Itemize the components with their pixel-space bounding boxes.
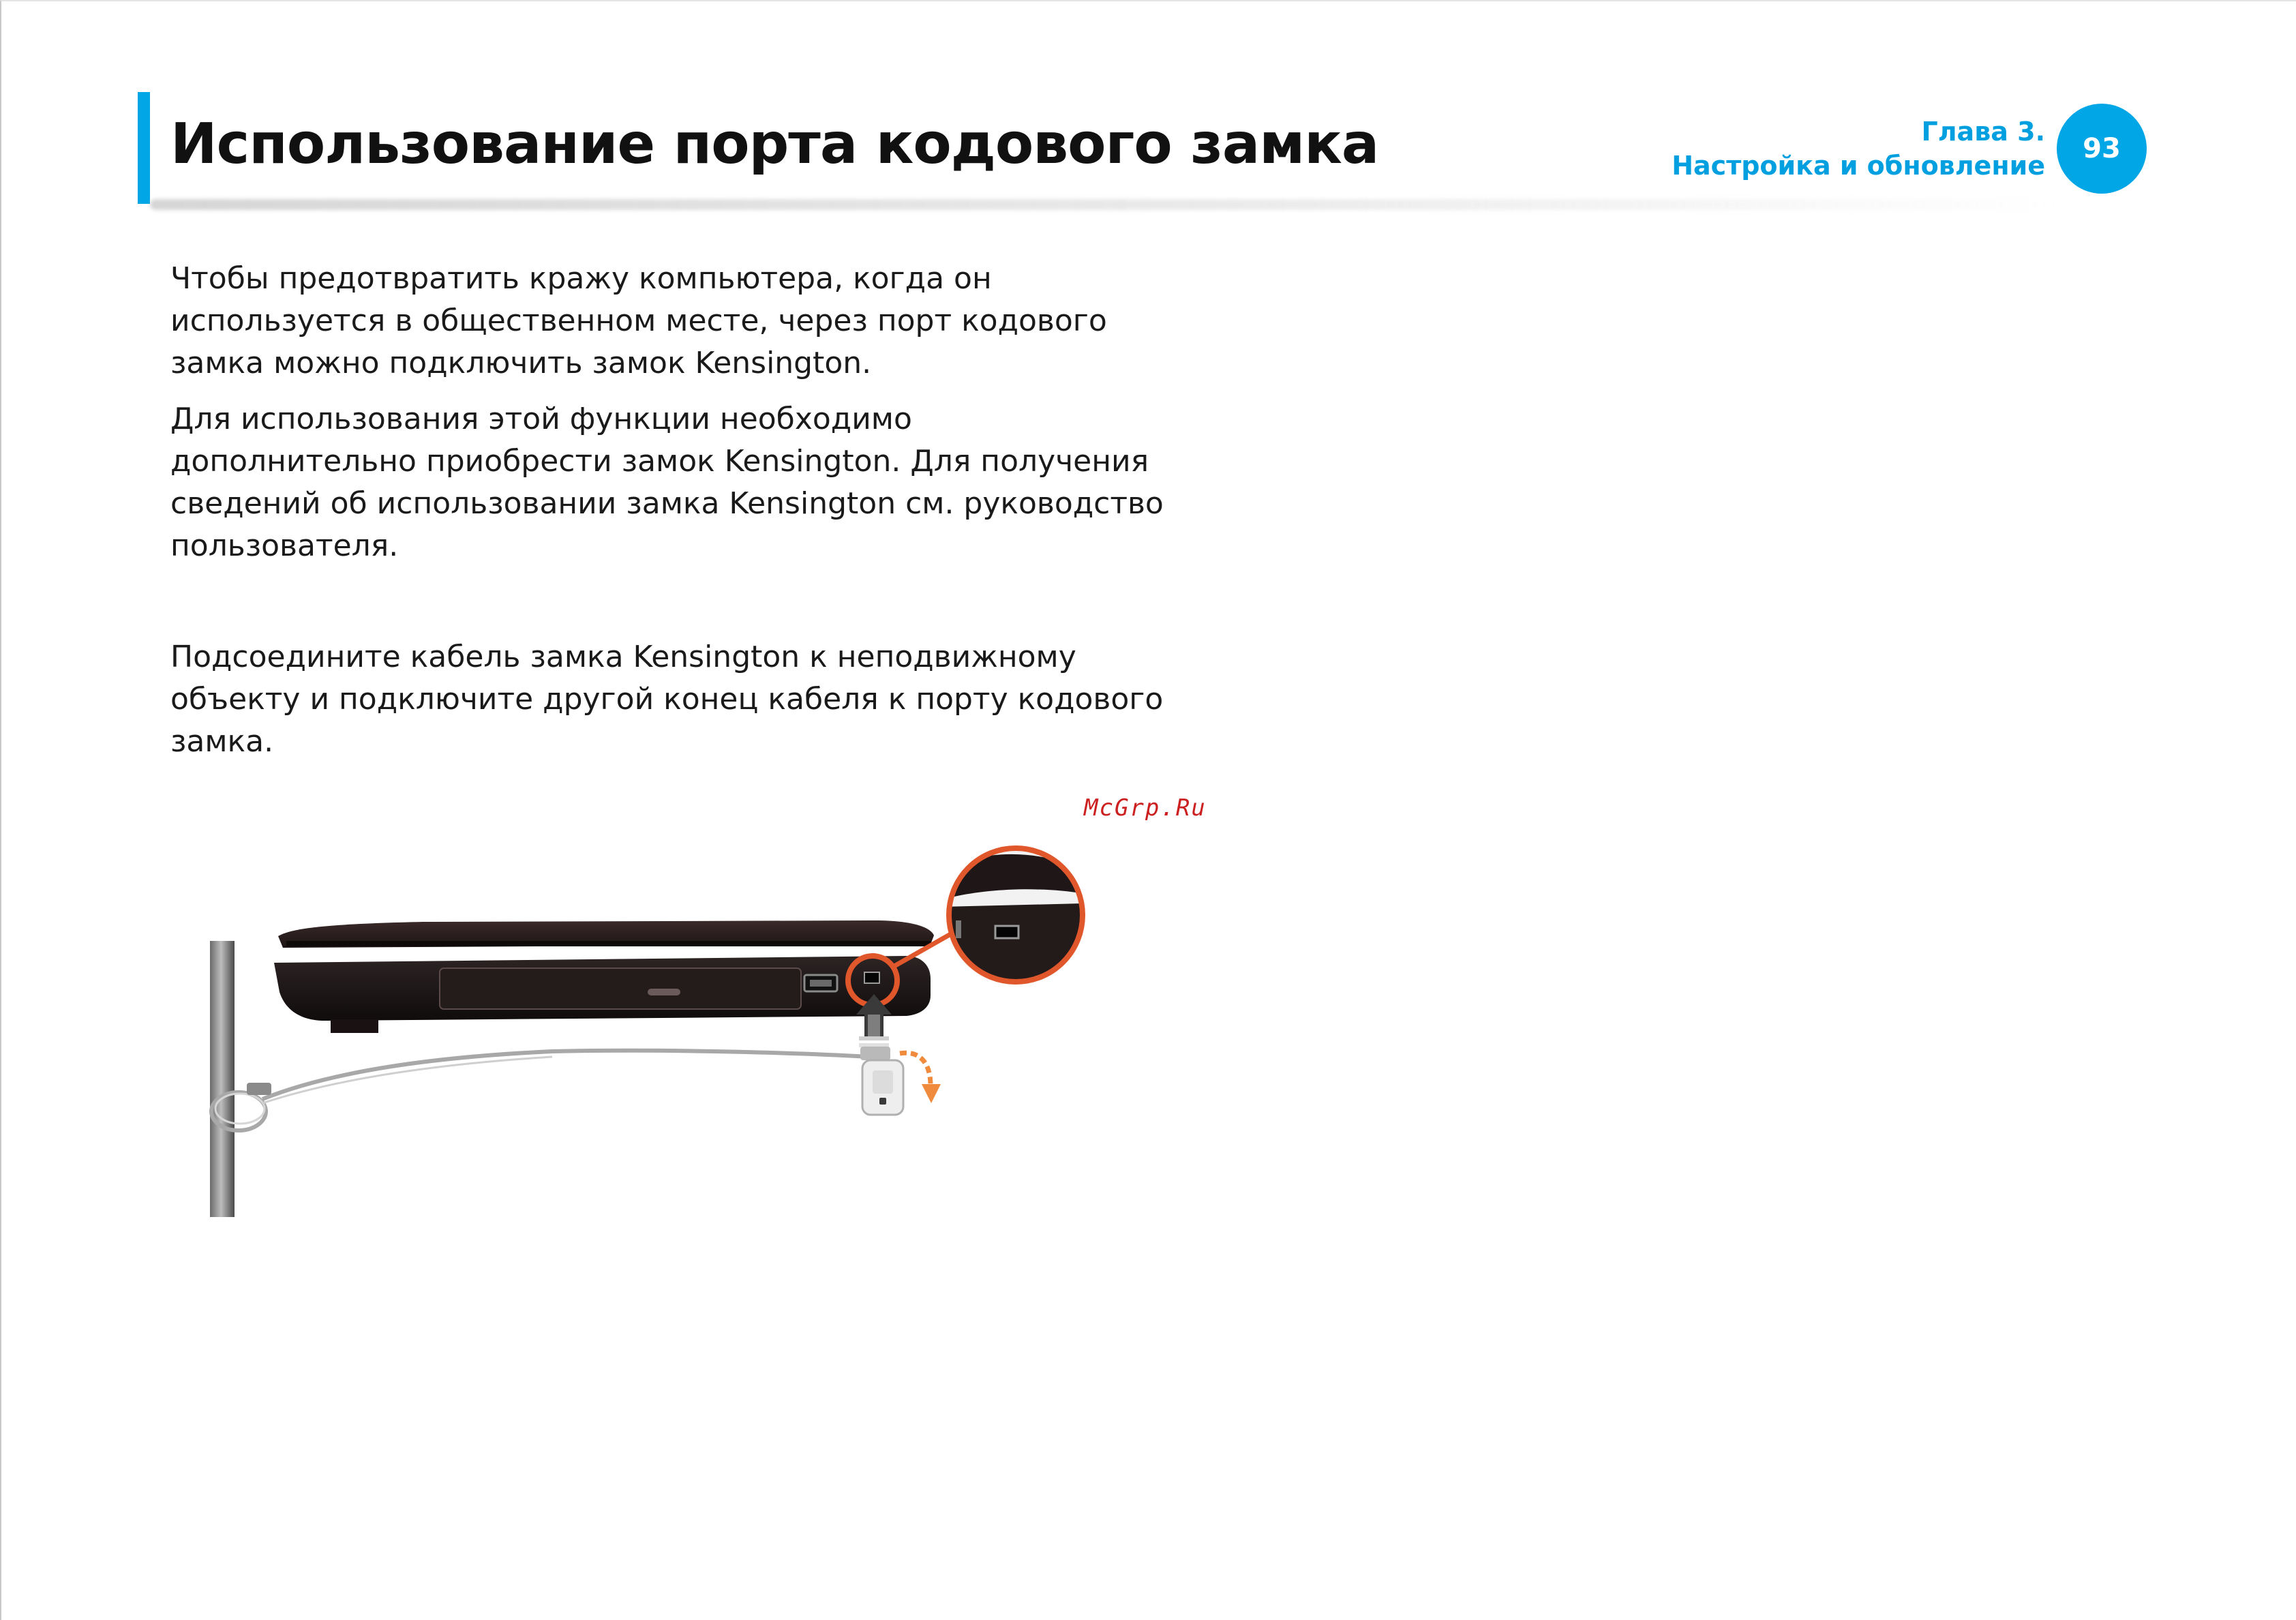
watermark: McGrp.Ru xyxy=(1084,794,1207,822)
kensington-lock xyxy=(860,1047,903,1115)
chapter-label xyxy=(1672,115,2045,183)
purchase-paragraph: Для использования этой функции необходимо дополнительно приобрести замок Kensington. Для получения сведений об использовании замка Kensington см. руководство пользователя. xyxy=(170,402,1164,563)
chapter-number: Глава 3. xyxy=(1921,117,2045,147)
port-zoom-detail xyxy=(941,845,1098,989)
intro-paragraph: Чтобы предотвратить кражу компьютера, когда он используется в общественном месте, через порт кодового замка можно подключить замок Kensington. xyxy=(170,261,1107,380)
kensington-lock-illustration xyxy=(198,832,1118,1220)
page-title: Использование порта кодового замка xyxy=(170,112,1379,177)
lock-cable xyxy=(211,1051,869,1130)
title-accent-bar xyxy=(138,92,150,204)
page-number-badge: 93 xyxy=(2057,104,2147,194)
cable-clip xyxy=(247,1083,271,1095)
fixed-pole xyxy=(210,941,235,1217)
rotate-arrow-icon xyxy=(900,1053,941,1103)
chapter-name: Настройка и обновление xyxy=(1672,151,2045,181)
title-underline xyxy=(150,199,2059,210)
instruction-paragraph: Подсоедините кабель замка Kensington к неподвижному объекту и подключите другой конец кабеля к порту кодового замка. xyxy=(170,640,1164,759)
lock-port xyxy=(864,972,879,983)
optical-drive xyxy=(440,968,801,1009)
